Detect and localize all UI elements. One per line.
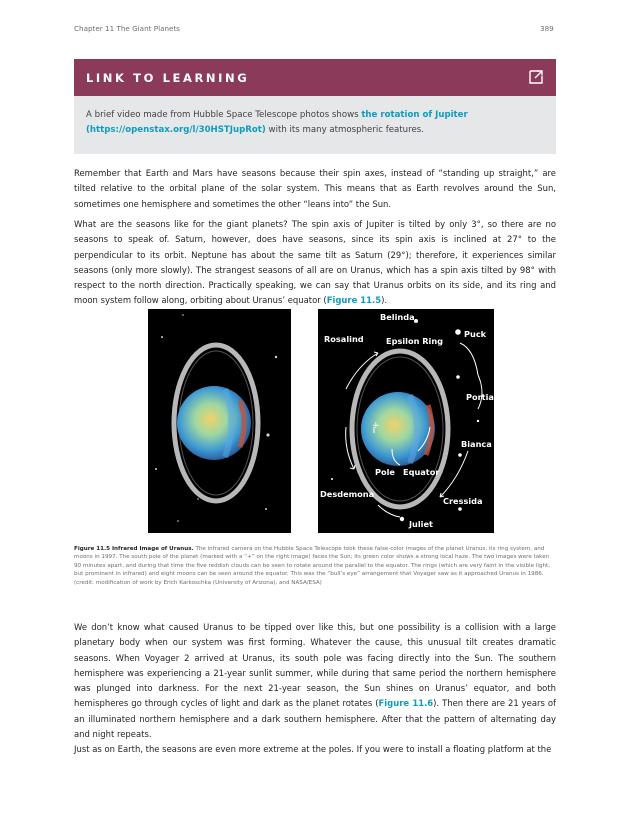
label-desdemona: Desdemona [320,489,375,499]
paragraph-uranus-tilt [74,620,556,742]
uranus-image-left [148,309,291,533]
callout-body [74,96,556,138]
caption-text: The infrared camera on the Hubble Space Telescope took these false-color images of the planet Uranus, its ring system, and moons in 1997. The south pole of the planet (marked with a “+” on the right image) faces the Sun; its green color shows a strong local haze. The two images were taken 90 minutes apart, and during that time the five reddish clouds can be seen to rotate around the parallel to the equator. The rings (which are very faint in the visible light, but prominent in infrared) and eight moons can be seen around the equator. This was the “bull’s eye” arrangement that Voyager saw as it approached Uranus in 1986. (credit: modification of work by Erich Karkoschka (University of Arizona), and NASA/ESA) [74,546,551,586]
link-to-learning-callout [74,59,556,154]
label-juliet: Juliet [409,519,433,529]
paragraph-text: ). [381,295,388,306]
paragraph-giant-planet-seasons [74,217,556,309]
running-header-chapter: Chapter 11 The Giant Planets [74,24,181,33]
label-belinda: Belinda [380,312,415,322]
caption-title: Figure 11.5 Infrared Image of Uranus. [74,546,194,552]
label-equator: Equator [403,467,440,477]
paragraph-poles: Just as on Earth, the seasons are even more extreme at the poles. If you were to install a floating platform at the [74,744,552,754]
label-cressida: Cressida [443,496,483,506]
paragraph-seasons-intro: Remember that Earth and Mars have seasons because their spin axes, instead of “standing up straight,” are tilted relative to the orbital plane of the solar system. This means that as Earth revolves around the Sun, sometimes one hemisphere and sometimes the other “leans into” the Sun. [74,168,556,209]
callout-title: LINK TO LEARNING [86,70,250,85]
callout-text-before: A brief video made from Hubble Space Telescope photos shows [86,110,362,120]
paragraph-text: We don’t know what caused Uranus to be tipped over like this, but one possibility is a collision with a large planetary body when our system was first forming. Whatever the cause, this unusual tilt creates dramatic seasons. When Voyager 2 arrived at Uranus, its south pole was facing directly into the Sun. The southern hemisphere was experiencing a 21-year sunlit summer, while during that same period the northern hemisphere was plunged into darkness. For the next 21-year season, the Sun shines on Uranus’ equator, and both hemispheres go through cycles of light and dark as the planet rotates ( [74,622,556,709]
label-bianca: Bianca [461,439,492,449]
callout-header [74,59,556,96]
figure-11-5-link[interactable]: Figure 11.5 [326,295,382,306]
callout-text-after: with its many atmospheric features. [265,125,424,135]
figure-caption [74,545,556,587]
page-number: 389 [540,24,554,33]
pole-marker-plus: + [372,421,380,431]
label-epsilon-ring: Epsilon Ring [386,336,444,346]
label-portia: Portia [466,392,494,402]
uranus-figure [148,309,494,533]
uranus-image-right-labelled [318,309,494,533]
jupiter-rotation-link[interactable]: the rotation of Jupiter (https://openstax.org/l/30HSTJupRot) [86,110,468,135]
label-rosalind: Rosalind [324,334,364,344]
paragraph-text: ). Then there are 21 years of an illuminated northern hemisphere and a dark southern hemisphere. After that the pattern of alternating day and night repeats. [74,698,556,740]
paragraph-text: What are the seasons like for the giant planets? The spin axis of Jupiter is tilted by only 3°, so there are no seasons to speak of. Saturn, however, does have seasons, since its spin axis is inclined at 27° to the perpendicular to its orbit. Neptune has about the same tilt as Saturn (29°); therefore, it experiences similar seasons (only more slowly). The strangest seasons of all are on Uranus, which has a spin axis tilted by 98° with respect to the north direction. Practically speaking, we can say that Uranus orbits on its side, and its ring and moon system follow along, orbiting about Uranus’ equator ( [74,219,556,306]
label-pole: Pole [375,467,395,477]
figure-11-6-link[interactable]: Figure 11.6 [378,698,434,709]
label-puck: Puck [464,329,487,339]
external-link-icon[interactable] [528,69,544,85]
